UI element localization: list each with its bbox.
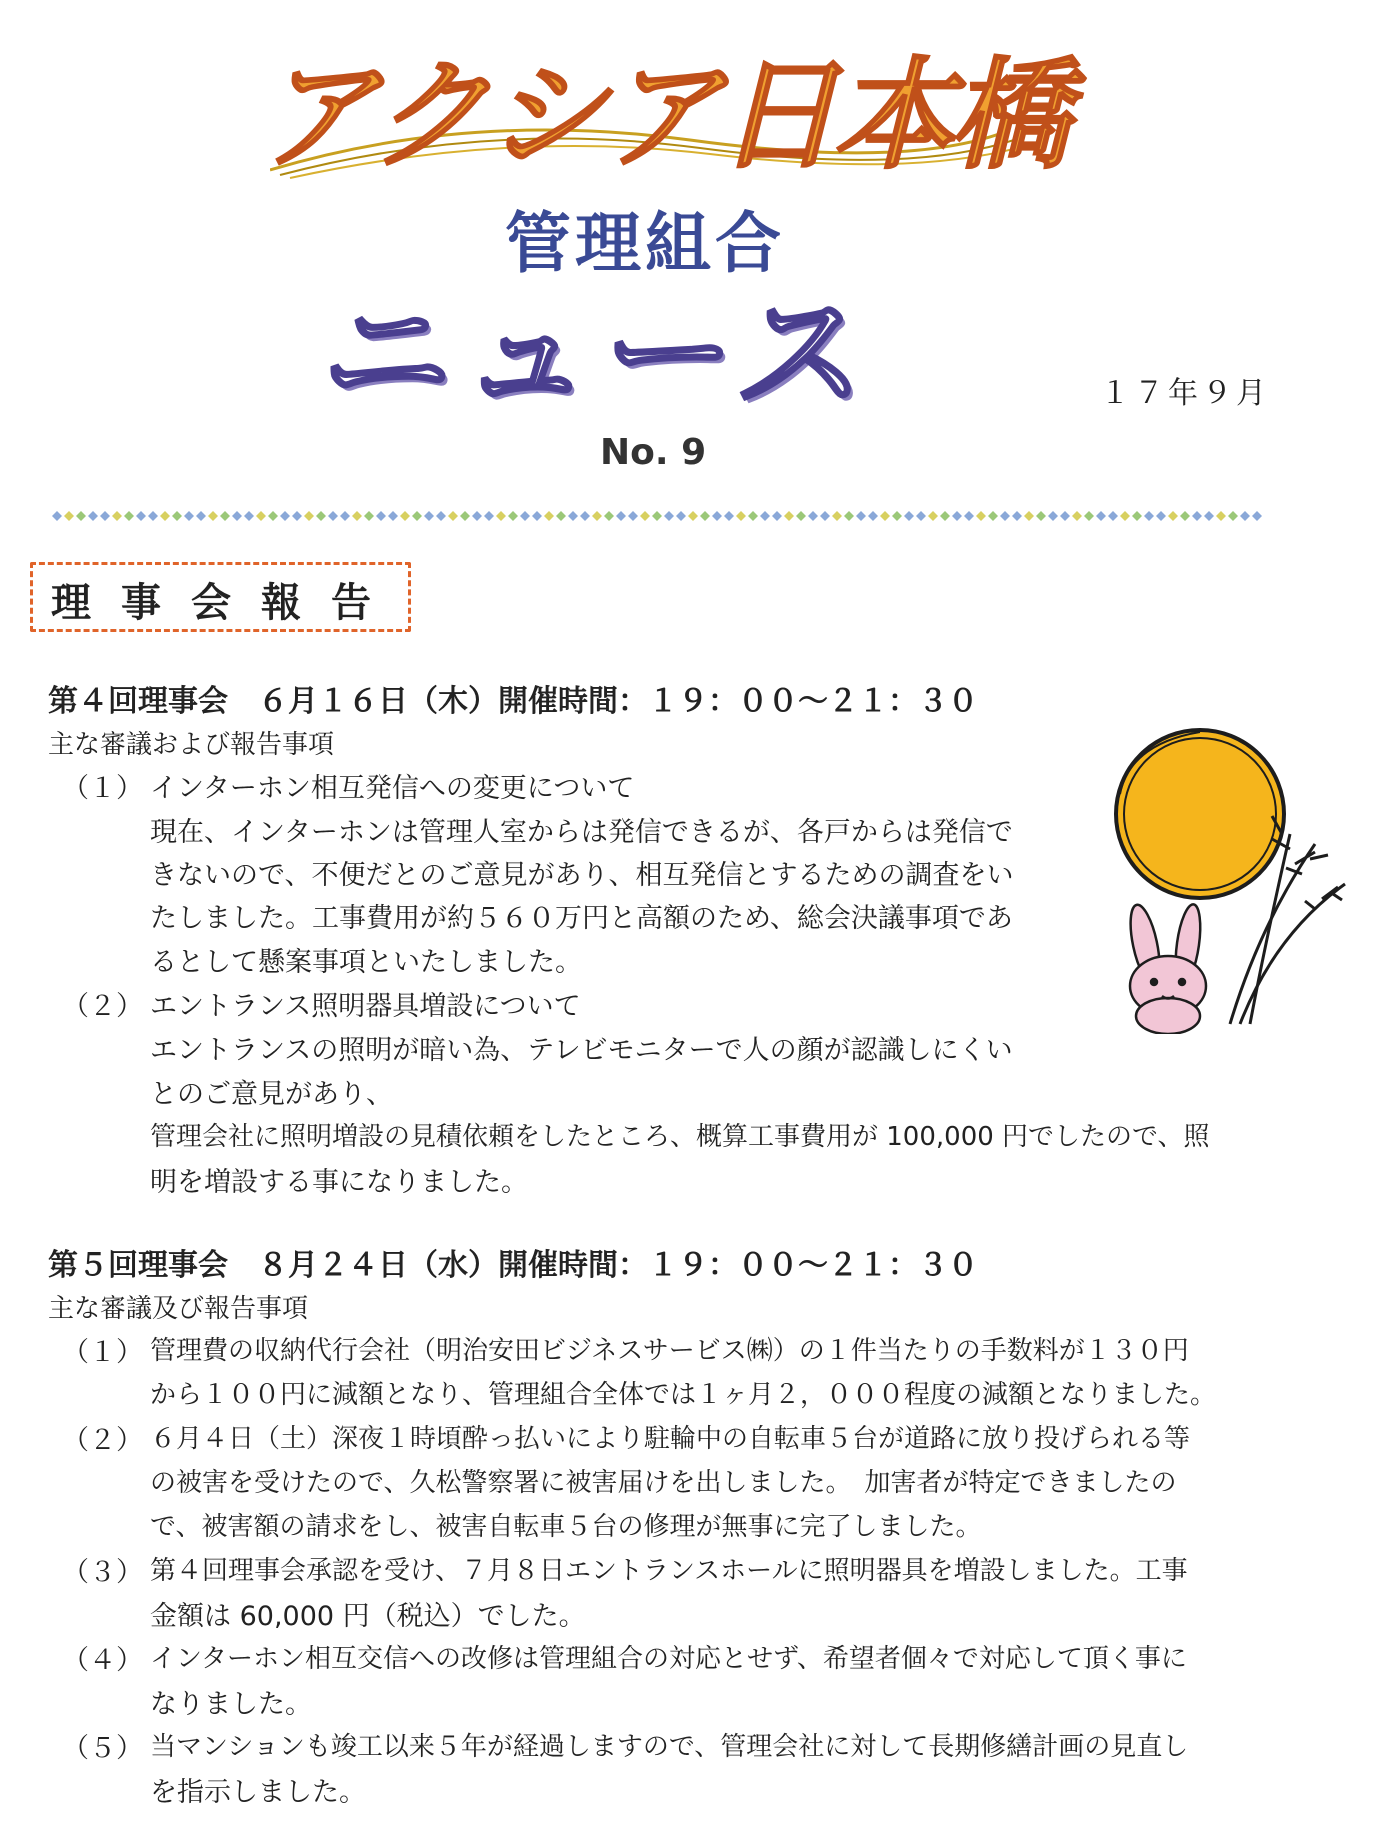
divider-diamond	[148, 511, 158, 521]
divider-diamond	[448, 511, 458, 521]
section-title: 理事会報告	[51, 580, 401, 626]
item-line: を指示しました。	[150, 1777, 366, 1808]
divider-diamond	[592, 511, 602, 521]
item-line: ６月４日（土）深夜１時頃酔っ払いにより駐輪中の自転車５台が道路に放り投げられる等	[150, 1424, 1191, 1454]
divider-diamond	[1000, 511, 1010, 521]
divider-diamond	[400, 511, 410, 521]
divider-diamond	[508, 511, 518, 521]
divider-diamond	[616, 511, 626, 521]
divider-diamond	[844, 511, 854, 521]
moon-rabbit-illustration	[1090, 724, 1350, 1034]
meeting-subtitle: 主な審議及び報告事項	[48, 1294, 309, 1324]
meeting-name: 第４回理事会	[48, 684, 228, 719]
divider-diamond	[544, 511, 554, 521]
divider-diamond	[328, 511, 338, 521]
divider-diamond	[676, 511, 686, 521]
item-line: 現在、インターホンは管理人室からは発信できるが、各戸からは発信で	[150, 817, 1013, 848]
divider-diamond	[1204, 511, 1214, 521]
divider-diamond	[472, 511, 482, 521]
divider-diamond	[760, 511, 770, 521]
divider-diamond	[232, 511, 242, 521]
divider-diamond	[412, 511, 422, 521]
meeting-name: 第５回理事会	[48, 1248, 228, 1283]
item-line: 管理会社に照明増設の見積依頼をしたところ、概算工事費用が 100,000 円でしたので、照	[150, 1122, 1210, 1152]
divider-diamond	[556, 511, 566, 521]
divider-diamond	[904, 511, 914, 521]
item-line: の被害を受けたので、久松警察署に被害届けを出しました。 加害者が特定できましたの	[150, 1468, 1177, 1498]
item-line: で、被害額の請求をし、被害自転車５台の修理が無事に完了しました。	[150, 1512, 982, 1542]
divider-diamond	[352, 511, 362, 521]
divider-diamond	[1096, 511, 1106, 521]
divider-diamond	[76, 511, 86, 521]
masthead-logo	[250, 20, 1094, 186]
divider-diamond	[436, 511, 446, 521]
divider-diamond	[820, 511, 830, 521]
divider-diamond	[1012, 511, 1022, 521]
divider-diamond	[316, 511, 326, 521]
divider-diamond	[664, 511, 674, 521]
item-line: たしました。工事費用が約５６０万円と高額のため、総会決議事項であ	[150, 903, 1013, 934]
divider-diamond	[460, 511, 470, 521]
divider-diamond	[868, 511, 878, 521]
divider-diamond	[1072, 511, 1082, 521]
divider-diamond	[340, 511, 350, 521]
item-line: るとして懸案事項といたしました。	[150, 947, 582, 978]
meeting-heading	[48, 1240, 978, 1284]
divider-diamond	[1168, 511, 1178, 521]
item-line: 金額は 60,000 円（税込）でした。	[150, 1601, 586, 1632]
item-number: （５）	[62, 1733, 143, 1764]
issue-number: No. 9	[600, 432, 707, 473]
divider-diamond	[952, 511, 962, 521]
divider-diamond	[1216, 511, 1226, 521]
diamond-divider	[48, 508, 1268, 524]
divider-diamond	[652, 511, 662, 521]
newsletter-subtitle: 管理組合	[505, 205, 785, 282]
divider-diamond	[880, 511, 890, 521]
meeting-date: ６月１６日（木）開催時間：１９：００〜２１：３０	[258, 684, 978, 719]
divider-diamond	[160, 511, 170, 521]
divider-diamond	[268, 511, 278, 521]
divider-diamond	[856, 511, 866, 521]
item-line: とのご意見があり、	[150, 1079, 393, 1110]
divider-diamond	[244, 511, 254, 521]
item-line: エントランス照明器具増設について	[150, 991, 581, 1022]
divider-diamond	[928, 511, 938, 521]
brand-name: アクシア日本橋	[250, 47, 1094, 186]
divider-diamond	[376, 511, 386, 521]
item-line: 第４回理事会承認を受け、７月８日エントランスホールに照明器具を増設しました。工事	[150, 1556, 1188, 1586]
full-moon-icon	[1116, 730, 1284, 898]
divider-diamond	[628, 511, 638, 521]
divider-diamond	[712, 511, 722, 521]
newsletter-title: ニュース	[315, 278, 886, 430]
divider-diamond	[700, 511, 710, 521]
divider-diamond	[940, 511, 950, 521]
item-line: 明を増設する事になりました。	[150, 1167, 528, 1198]
divider-diamond	[748, 511, 758, 521]
divider-diamond	[1180, 511, 1190, 521]
divider-diamond	[688, 511, 698, 521]
divider-diamond	[772, 511, 782, 521]
divider-diamond	[784, 511, 794, 521]
divider-diamond	[736, 511, 746, 521]
divider-diamond	[172, 511, 182, 521]
rabbit-icon	[1125, 902, 1206, 1034]
divider-diamond	[604, 511, 614, 521]
divider-diamond	[256, 511, 266, 521]
divider-diamond	[976, 511, 986, 521]
divider-diamond	[1024, 511, 1034, 521]
divider-diamond	[1036, 511, 1046, 521]
divider-diamond	[724, 511, 734, 521]
section-title-box	[30, 562, 411, 632]
divider-diamond	[892, 511, 902, 521]
divider-diamond	[292, 511, 302, 521]
item-line: 当マンションも竣工以来５年が経過しますので、管理会社に対して長期修繕計画の見直し	[150, 1732, 1189, 1762]
divider-diamond	[1084, 511, 1094, 521]
divider-diamond	[196, 511, 206, 521]
item-number: （１）	[62, 1337, 143, 1368]
divider-diamond	[1144, 511, 1154, 521]
divider-diamond	[88, 511, 98, 521]
item-number: （１）	[62, 773, 143, 804]
divider-diamond	[304, 511, 314, 521]
divider-diamond	[796, 511, 806, 521]
divider-diamond	[1252, 511, 1262, 521]
divider-diamond	[136, 511, 146, 521]
divider-diamond	[640, 511, 650, 521]
divider-diamond	[916, 511, 926, 521]
divider-diamond	[388, 511, 398, 521]
item-line: なりました。	[150, 1689, 312, 1720]
item-line: エントランスの照明が暗い為、テレビモニターで人の顔が認識しにくい	[150, 1035, 1013, 1066]
divider-diamond	[184, 511, 194, 521]
divider-diamond	[580, 511, 590, 521]
item-line: きないので、不便だとのご意見があり、相互発信とするための調査をい	[150, 860, 1014, 891]
divider-diamond	[1108, 511, 1118, 521]
divider-diamond	[208, 511, 218, 521]
item-line: インターホン相互発信への変更について	[150, 773, 635, 804]
item-number: （４）	[62, 1645, 143, 1676]
divider-diamond	[1228, 511, 1238, 521]
meeting-heading	[48, 676, 978, 720]
divider-diamond	[1240, 511, 1250, 521]
divider-diamond	[124, 511, 134, 521]
meeting-date: ８月２４日（水）開催時間：１９：００〜２１：３０	[258, 1248, 978, 1283]
divider-diamond	[280, 511, 290, 521]
divider-diamond	[1120, 511, 1130, 521]
issue-date: １７年９月	[1100, 376, 1270, 411]
item-line: インターホン相互交信への改修は管理組合の対応とせず、希望者個々で対応して頂く事に	[150, 1644, 1187, 1674]
item-number: （２）	[62, 1425, 143, 1456]
divider-diamond	[112, 511, 122, 521]
divider-diamond	[1132, 511, 1142, 521]
divider-diamond	[832, 511, 842, 521]
divider-diamond	[568, 511, 578, 521]
meeting-subtitle: 主な審議および報告事項	[48, 730, 335, 760]
item-line: から１００円に減額となり、管理組合全体では１ヶ月２，０００程度の減額となりました。	[150, 1380, 1217, 1410]
divider-diamond	[100, 511, 110, 521]
divider-diamond	[1156, 511, 1166, 521]
divider-diamond	[964, 511, 974, 521]
divider-diamond	[424, 511, 434, 521]
divider-diamond	[52, 511, 62, 521]
item-number: （２）	[62, 991, 143, 1022]
divider-diamond	[1048, 511, 1058, 521]
divider-diamond	[532, 511, 542, 521]
divider-diamond	[988, 511, 998, 521]
divider-diamond	[364, 511, 374, 521]
divider-diamond	[520, 511, 530, 521]
divider-diamond	[64, 511, 74, 521]
divider-diamond	[1192, 511, 1202, 521]
divider-diamond	[808, 511, 818, 521]
divider-diamond	[484, 511, 494, 521]
divider-diamond	[220, 511, 230, 521]
item-number: （３）	[62, 1557, 143, 1588]
divider-diamond	[1060, 511, 1070, 521]
item-line: 管理費の収納代行会社（明治安田ビジネスサービス㈱）の１件当たりの手数料が１３０円	[150, 1336, 1189, 1366]
divider-diamond	[496, 511, 506, 521]
